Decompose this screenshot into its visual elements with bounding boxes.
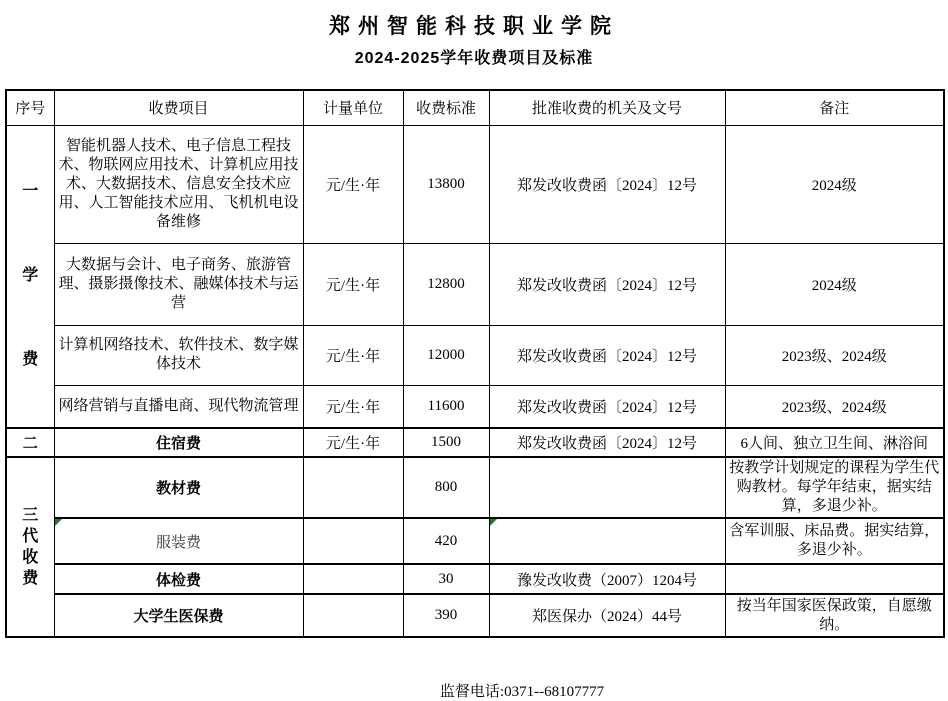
table-row-textbook <box>6 457 944 518</box>
cell-remark: 2023级、2024级 <box>725 325 944 385</box>
cell-approval: 郑医保办（2024）44号 <box>489 594 725 637</box>
cell-remark: 2023级、2024级 <box>725 385 944 428</box>
cell-approval: 郑发改收费函〔2024〕12号 <box>489 385 725 428</box>
cell-price: 12800 <box>403 243 489 325</box>
cell-remark: 按教学计划规定的课程为学生代购教材。每学年结束，据实结算，多退少补。 <box>725 457 944 518</box>
cell-unit: 元/生·年 <box>303 428 403 457</box>
table-row-physical-exam <box>6 564 944 594</box>
col-header-seq: 序号 <box>6 90 54 125</box>
cell-item: 计算机网络技术、软件技术、数字媒体技术 <box>54 325 303 385</box>
cell-remark: 含军训服、床品费。据实结算，多退少补。 <box>725 518 944 564</box>
table-row-tuition-4 <box>6 385 944 428</box>
cell-unit <box>303 564 403 594</box>
cell-price: 800 <box>403 457 489 518</box>
col-header-price: 收费标准 <box>403 90 489 125</box>
cell-item: 大数据与会计、电子商务、旅游管理、摄影摄像技术、融媒体技术与运营 <box>54 243 303 325</box>
cell-approval: 豫发改收费（2007）1204号 <box>489 564 725 594</box>
cell-item: 体检费 <box>54 564 303 594</box>
header-row <box>6 90 944 125</box>
cell-price: 390 <box>403 594 489 637</box>
cell-price: 30 <box>403 564 489 594</box>
cell-remark: 6人间、独立卫生间、淋浴间 <box>725 428 944 457</box>
cell-price: 1500 <box>403 428 489 457</box>
col-header-item: 收费项目 <box>54 90 303 125</box>
cell-unit <box>303 457 403 518</box>
cell-price: 12000 <box>403 325 489 385</box>
cell-approval <box>489 457 725 518</box>
page-title: 郑州智能科技职业学院 <box>329 15 619 38</box>
cell-approval: 郑发改收费函〔2024〕12号 <box>489 125 725 243</box>
cell-approval: 郑发改收费函〔2024〕12号 <box>489 325 725 385</box>
col-header-unit: 计量单位 <box>303 90 403 125</box>
cell-unit: 元/生·年 <box>303 385 403 428</box>
cell-unit: 元/生·年 <box>303 325 403 385</box>
table-row-tuition-2 <box>6 243 944 325</box>
table-row-tuition-1 <box>6 125 944 243</box>
cell-unit: 元/生·年 <box>303 125 403 243</box>
cell-unit: 元/生·年 <box>303 243 403 325</box>
comment-indicator-icon <box>55 519 62 526</box>
cell-remark <box>725 564 944 594</box>
page-subtitle: 2024-2025学年收费项目及标准 <box>354 50 594 67</box>
section-label-accommodation: 二 <box>6 428 54 457</box>
supervision-phone: 监督电话:0371--68107777 <box>439 684 605 700</box>
cell-item: 网络营销与直播电商、现代物流管理 <box>54 385 303 428</box>
cell-remark: 2024级 <box>725 125 944 243</box>
cell-approval: 郑发改收费函〔2024〕12号 <box>489 243 725 325</box>
col-header-approval: 批准收费的机关及文号 <box>489 90 725 125</box>
vertical-label-tuition: 一学费 <box>22 183 39 369</box>
cell-approval <box>489 518 725 564</box>
fee-table <box>5 89 945 638</box>
comment-indicator-icon <box>490 519 497 526</box>
table-row-tuition-3 <box>6 325 944 385</box>
col-header-remark: 备注 <box>725 90 944 125</box>
cell-item: 智能机器人技术、电子信息工程技术、物联网应用技术、计算机应用技术、大数据技术、信息安全技术应用、人工智能技术应用、飞机机电设备维修 <box>54 125 303 243</box>
cell-item <box>54 518 303 564</box>
cell-item-label: 服装费 <box>155 534 201 551</box>
cell-price: 420 <box>403 518 489 564</box>
cell-unit <box>303 518 403 564</box>
table-row-accommodation <box>6 428 944 457</box>
section-label-collected-fees <box>6 457 54 637</box>
cell-approval: 郑发改收费函〔2024〕12号 <box>489 428 725 457</box>
section-label-tuition <box>6 125 54 428</box>
cell-remark: 按当年国家医保政策，自愿缴纳。 <box>725 594 944 637</box>
cell-item: 大学生医保费 <box>54 594 303 637</box>
vertical-label-collected-fees: 三代收费 <box>22 507 39 587</box>
table-row-uniform <box>6 518 944 564</box>
cell-item: 教材费 <box>54 457 303 518</box>
cell-remark: 2024级 <box>725 243 944 325</box>
cell-item: 住宿费 <box>54 428 303 457</box>
cell-price: 11600 <box>403 385 489 428</box>
table-row-medical-insurance <box>6 594 944 637</box>
cell-unit <box>303 594 403 637</box>
cell-price: 13800 <box>403 125 489 243</box>
